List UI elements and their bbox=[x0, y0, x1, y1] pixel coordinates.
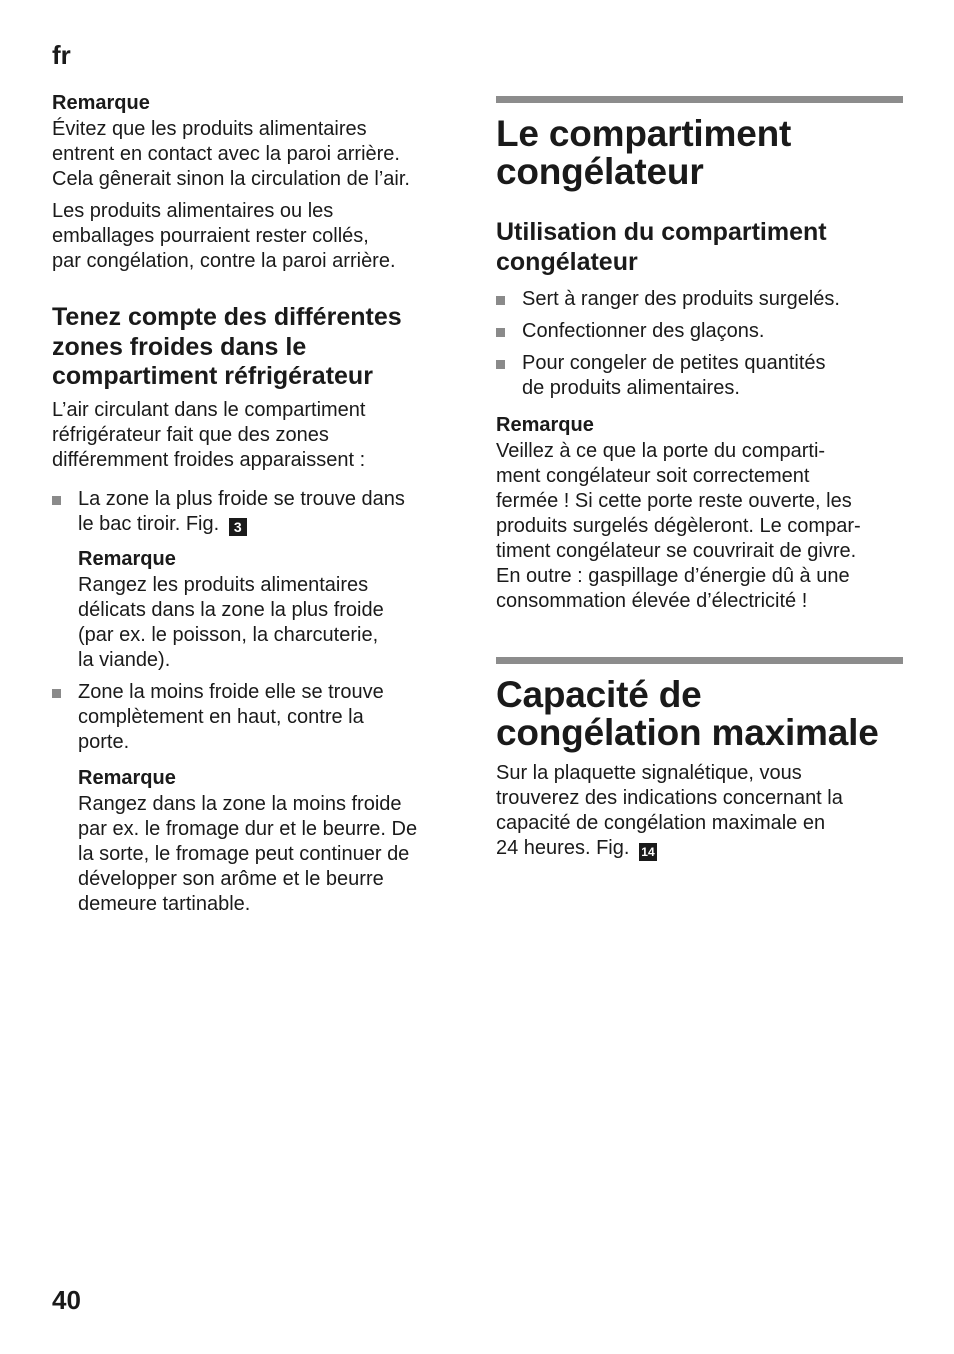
right-column bbox=[496, 96, 903, 861]
bullet-square-icon bbox=[496, 296, 505, 305]
bullet-square-icon bbox=[52, 496, 61, 505]
remark-paragraph: Rangez dans la zone la moins froide par ex. le fromage dur et le beurre. De la sorte, le fromage peut continuer de développer son arôme et le beurre demeure tartinable. bbox=[78, 792, 418, 915]
remark-paragraph: Rangez les produits alimentaires délicats dans la zone la plus froide (par ex. le poisson, la charcuterie, la viande). bbox=[78, 573, 384, 671]
section-heading-freezer: Le compartiment congélateur bbox=[496, 113, 792, 192]
section-heading-freezing-capacity: Capacité de congélation maximale bbox=[496, 674, 879, 753]
remark-title: Remarque bbox=[496, 414, 594, 436]
bullet-square-icon bbox=[52, 689, 61, 698]
section-heading-cold-zones: Tenez compte des différentes zones froides dans le compartiment réfrigérateur bbox=[52, 303, 402, 390]
list-item: Pour congeler de petites quantités de produits alimentaires. bbox=[496, 351, 903, 401]
section-intro: L’air circulant dans le compartiment réfrigérateur fait que des zones différemment froides apparaissent : bbox=[52, 398, 366, 471]
subheading-freezer-use: Utilisation du compartiment congélateur bbox=[496, 218, 827, 276]
left-column bbox=[52, 90, 462, 917]
bullet-list bbox=[52, 680, 462, 755]
nested-remark bbox=[52, 755, 462, 917]
section-divider bbox=[496, 657, 903, 664]
nested-remark bbox=[52, 537, 462, 673]
list-item: Sert à ranger des produits surgelés. bbox=[496, 287, 903, 312]
remark-title: Remarque bbox=[52, 92, 150, 114]
remark-title: Remarque bbox=[78, 766, 176, 789]
page-number: 40 bbox=[52, 1285, 81, 1315]
list-item: Confectionner des glaçons. bbox=[496, 319, 903, 344]
remark-paragraph: Évitez que les produits alimentaires entrent en contact avec la paroi arrière. Cela gênerait sinon la circulation de l’air. bbox=[52, 118, 410, 190]
bullet-square-icon bbox=[496, 360, 505, 369]
language-code: fr bbox=[52, 40, 71, 70]
bullet-square-icon bbox=[496, 328, 505, 337]
bullet-list bbox=[496, 287, 903, 401]
remark-paragraph: Les produits alimentaires ou les emballages pourraient rester collés, par congélation, contre la paroi arrière. bbox=[52, 200, 396, 272]
figure-ref-badge: 14 bbox=[639, 843, 657, 861]
bullet-list bbox=[52, 487, 462, 537]
section-divider bbox=[496, 96, 903, 103]
list-item: La zone la plus froide se trouve dans le bac tiroir. Fig. 3 bbox=[52, 487, 462, 537]
capacity-paragraph: Sur la plaquette signalétique, vous trouverez des indications concernant la capacité de congélation maximale en 24 heures. Fig. 14 bbox=[496, 762, 843, 859]
figure-ref-badge: 3 bbox=[229, 518, 247, 536]
list-item: Zone la moins froide elle se trouve complètement en haut, contre la porte. bbox=[52, 680, 462, 755]
remark-title: Remarque bbox=[78, 547, 176, 570]
remark-paragraph: Veillez à ce que la porte du comparti- ment congélateur soit correctement fermée ! Si cette porte reste ouverte, les produits surgelés dégèleront. Le compar- timent congélateur se couvrirait de givre. En outre : gaspillage d’énergie dû à une consommation élevée d’électricité ! bbox=[496, 440, 861, 612]
